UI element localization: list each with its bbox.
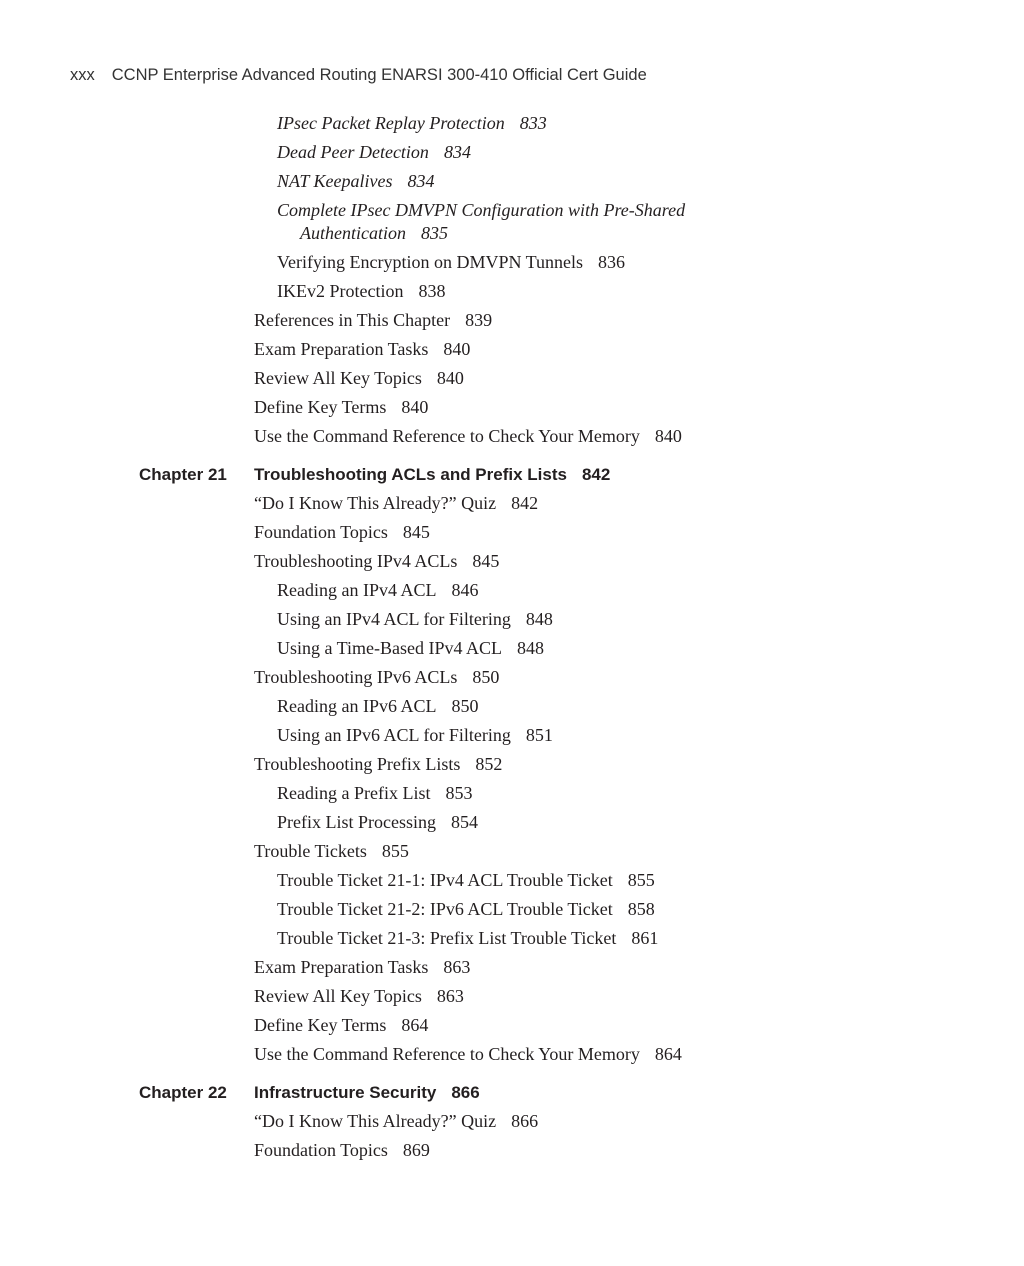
entry-title: Use the Command Reference to Check Your Memory [254, 1044, 640, 1064]
page-number: 855 [627, 870, 655, 890]
page-number: 840 [654, 426, 682, 446]
toc-entry [277, 695, 479, 718]
toc-entry [277, 869, 655, 892]
entry-title: “Do I Know This Already?” Quiz [254, 493, 497, 513]
page-number: 863 [443, 957, 471, 977]
toc-entry [254, 956, 470, 979]
page-number: 863 [436, 986, 464, 1006]
toc-entry [277, 608, 553, 631]
toc-entry [254, 1043, 682, 1066]
entry-title: Trouble Ticket 21-3: Prefix List Trouble Ticket [277, 928, 617, 948]
entry-title: Foundation Topics [254, 522, 388, 542]
toc-entry [254, 367, 464, 390]
toc-entry [254, 550, 499, 573]
entry-title: Trouble Tickets [254, 841, 367, 861]
page-number: 842 [511, 493, 539, 513]
page-number: 833 [519, 113, 547, 133]
entry-title: “Do I Know This Already?” Quiz [254, 1111, 497, 1131]
page-number: 864 [654, 1044, 682, 1064]
entry-title: Reading an IPv4 ACL [277, 580, 437, 600]
toc-entry [254, 338, 470, 361]
toc-entry [254, 425, 682, 448]
entry-title: Use the Command Reference to Check Your Memory [254, 426, 640, 446]
page-number: 845 [472, 551, 500, 571]
chapter-heading [0, 1081, 1024, 1104]
page-number: 852 [475, 754, 503, 774]
toc-entry [277, 170, 435, 193]
entry-title: Verifying Encryption on DMVPN Tunnels [277, 252, 584, 272]
entry-title: Define Key Terms [254, 397, 387, 417]
toc-entry [254, 666, 499, 689]
toc-entry [254, 985, 464, 1008]
chapter-number: Chapter 21 [139, 465, 227, 484]
page-folio: xxx [70, 66, 95, 84]
entry-title: Reading an IPv6 ACL [277, 696, 437, 716]
chapter-title [254, 463, 610, 486]
page-number: 854 [451, 812, 478, 832]
page-number: 853 [445, 783, 473, 803]
toc-entry [277, 811, 478, 834]
toc-entry [277, 112, 547, 135]
toc-entry [254, 309, 492, 332]
entry-title-continuation-text: Authentication [300, 223, 406, 243]
page-number: 848 [525, 609, 553, 629]
page-number: 840 [443, 339, 471, 359]
page-number: 858 [627, 899, 655, 919]
entry-title: Foundation Topics [254, 1140, 388, 1160]
page-number: 840 [401, 397, 429, 417]
toc-entry [277, 782, 472, 805]
toc-entry [254, 492, 538, 515]
toc-entry [254, 840, 409, 863]
chapter-title-text: Troubleshooting ACLs and Prefix Lists [254, 465, 567, 484]
toc-entry [277, 898, 655, 921]
entry-title: Dead Peer Detection [277, 142, 429, 162]
toc-entry [254, 1014, 428, 1037]
toc-entry [277, 199, 685, 245]
toc-entry [277, 724, 553, 747]
toc-entry [277, 637, 544, 660]
chapter-title-text: Infrastructure Security [254, 1083, 437, 1102]
chapter-heading [0, 463, 1024, 486]
toc-entry [254, 753, 502, 776]
toc-entry [254, 521, 430, 544]
entry-title: Reading a Prefix List [277, 783, 431, 803]
page-number: 838 [418, 281, 446, 301]
page-number: 840 [436, 368, 464, 388]
entry-title: IPsec Packet Replay Protection [277, 113, 505, 133]
entry-title: Troubleshooting IPv4 ACLs [254, 551, 458, 571]
entry-title: Prefix List Processing [277, 812, 436, 832]
page-number: 848 [517, 638, 545, 658]
entry-title: Exam Preparation Tasks [254, 339, 429, 359]
entry-title: Troubleshooting Prefix Lists [254, 754, 461, 774]
toc-entry [277, 579, 479, 602]
toc-entry [277, 141, 471, 164]
entry-title: Using an IPv6 ACL for Filtering [277, 725, 511, 745]
page-number: 850 [472, 667, 500, 687]
page-number: 850 [451, 696, 479, 716]
chapter-number: Chapter 22 [139, 1083, 227, 1102]
page-number: 839 [465, 310, 493, 330]
entry-title: Define Key Terms [254, 1015, 387, 1035]
entry-title: References in This Chapter [254, 310, 451, 330]
page-number: 861 [631, 928, 659, 948]
toc-entry [277, 251, 625, 274]
toc-entry [254, 396, 428, 419]
entry-title: IKEv2 Protection [277, 281, 404, 301]
entry-title: Using a Time-Based IPv4 ACL [277, 638, 503, 658]
entry-title: Troubleshooting IPv6 ACLs [254, 667, 458, 687]
toc-entry [254, 1110, 538, 1133]
entry-title: NAT Keepalives [277, 171, 393, 191]
entry-title: Exam Preparation Tasks [254, 957, 429, 977]
page-number: 864 [401, 1015, 429, 1035]
entry-title: Using an IPv4 ACL for Filtering [277, 609, 511, 629]
page-number: 851 [525, 725, 553, 745]
page-number: 846 [451, 580, 479, 600]
chapter-title [254, 1081, 480, 1104]
page-number: 866 [451, 1083, 480, 1102]
toc-entry [277, 280, 445, 303]
page-number: 866 [511, 1111, 539, 1131]
entry-title: Review All Key Topics [254, 368, 422, 388]
entry-title-continuation [277, 222, 685, 245]
page-number: 869 [402, 1140, 430, 1160]
toc-entry [277, 927, 658, 950]
page-number: 842 [581, 465, 611, 484]
page-number: 834 [443, 142, 471, 162]
entry-title: Trouble Ticket 21-1: IPv4 ACL Trouble Ticket [277, 870, 613, 890]
entry-title: Trouble Ticket 21-2: IPv6 ACL Trouble Ticket [277, 899, 613, 919]
book-title: CCNP Enterprise Advanced Routing ENARSI 300-410 Official Cert Guide [111, 66, 647, 84]
page-number: 845 [402, 522, 430, 542]
page-number: 834 [407, 171, 435, 191]
page-number: 835 [420, 223, 448, 243]
toc-entry [254, 1139, 430, 1162]
page-number: 836 [598, 252, 626, 272]
page-number: 855 [381, 841, 409, 861]
entry-title: Review All Key Topics [254, 986, 422, 1006]
entry-title: Complete IPsec DMVPN Configuration with Pre-Shared [277, 200, 686, 220]
